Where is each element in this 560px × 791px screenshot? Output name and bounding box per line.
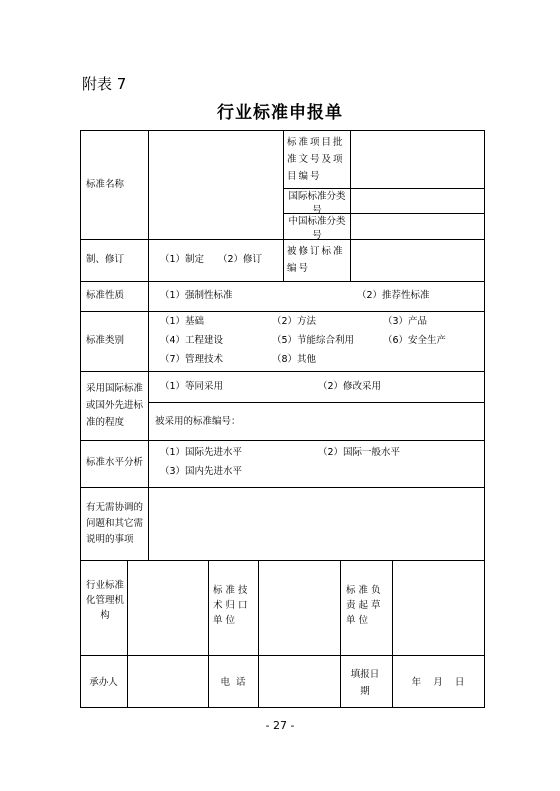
approval-number-label: 标准项目批准文号及项目编号 [287, 137, 345, 182]
cn-class-label: 中国标准分类号 [288, 216, 346, 241]
cell-divider [148, 402, 485, 403]
tech-unit-field[interactable] [259, 561, 339, 654]
cn-class-field[interactable] [351, 214, 483, 238]
intl-class-field[interactable] [351, 189, 483, 212]
mgmt-org-field[interactable] [128, 561, 207, 654]
option-formulate[interactable]: （1）制定 [160, 254, 205, 265]
option-intl-advanced[interactable]: （1）国际先进水平 [160, 447, 243, 458]
option-revise[interactable]: （2）修订 [218, 254, 263, 265]
table-border-right [484, 130, 485, 708]
cell-divider [340, 560, 341, 708]
appendix-heading: 附表 7 [82, 75, 127, 93]
cell-divider [283, 130, 284, 240]
cell-divider [283, 239, 284, 282]
phone-field[interactable] [259, 656, 339, 706]
row-divider [80, 371, 485, 372]
option-method[interactable]: （2）方法 [272, 316, 317, 327]
page-number: - 27 - [265, 719, 295, 732]
option-domestic-advanced[interactable]: （3）国内先进水平 [160, 466, 243, 477]
handler-field[interactable] [128, 656, 207, 706]
mgmt-org-label: 行业标准化管理机构 [85, 580, 124, 621]
adopted-number-label: 被采用的标准编号： [155, 416, 241, 427]
notes-field[interactable] [149, 488, 483, 559]
draft-unit-label: 标准负责起草单位 [346, 585, 384, 626]
option-energy-saving[interactable]: （5）节能综合利用 [272, 335, 355, 346]
option-other[interactable]: （8）其他 [272, 354, 317, 365]
date-field[interactable]: 年 月 日 [411, 677, 465, 688]
option-identical[interactable]: （1）等同采用 [160, 381, 224, 392]
revise-label: 制、修订 [86, 254, 125, 265]
revised-number-label: 被修订标准编号 [287, 246, 345, 274]
cell-divider [148, 239, 149, 282]
handler-label: 承办人 [89, 677, 118, 688]
form-title: 行业标准申报单 [217, 103, 343, 123]
option-product[interactable]: （3）产品 [383, 316, 428, 327]
date-label: 填报日期 [350, 669, 380, 697]
adoption-degree-label: 采用国际标准或国外先进标准的程度 [86, 383, 144, 428]
standard-name-label: 标准名称 [86, 179, 125, 190]
notes-label: 有无需协调的问题和其它需说明的事项 [86, 502, 144, 545]
option-engineering[interactable]: （4）工程建设 [160, 335, 224, 346]
standard-nature-label: 标准性质 [86, 290, 125, 301]
option-recommended[interactable]: （2）推荐性标准 [357, 290, 430, 301]
standard-category-label: 标准类别 [86, 335, 125, 346]
row-divider [80, 311, 485, 312]
approval-number-field[interactable] [351, 131, 483, 187]
table-border-left [80, 130, 81, 708]
option-modified[interactable]: （2）修改采用 [318, 381, 382, 392]
phone-label: 电 话 [220, 677, 246, 688]
option-mandatory[interactable]: （1）强制性标准 [160, 290, 233, 301]
option-management[interactable]: （7）管理技术 [160, 354, 224, 365]
tech-unit-label: 标准技术归口单位 [213, 585, 251, 626]
level-analysis-label: 标准水平分析 [86, 457, 144, 468]
option-safety[interactable]: （6）安全生产 [383, 335, 447, 346]
row-divider [80, 440, 485, 441]
draft-unit-field[interactable] [393, 561, 483, 654]
option-basic[interactable]: （1）基础 [160, 316, 205, 327]
table-border-bottom [80, 707, 485, 708]
option-intl-general[interactable]: （2）国际一般水平 [318, 447, 401, 458]
standard-name-field[interactable] [149, 131, 282, 238]
intl-class-label: 国际标准分类号 [288, 191, 346, 216]
revised-number-field[interactable] [351, 240, 483, 280]
